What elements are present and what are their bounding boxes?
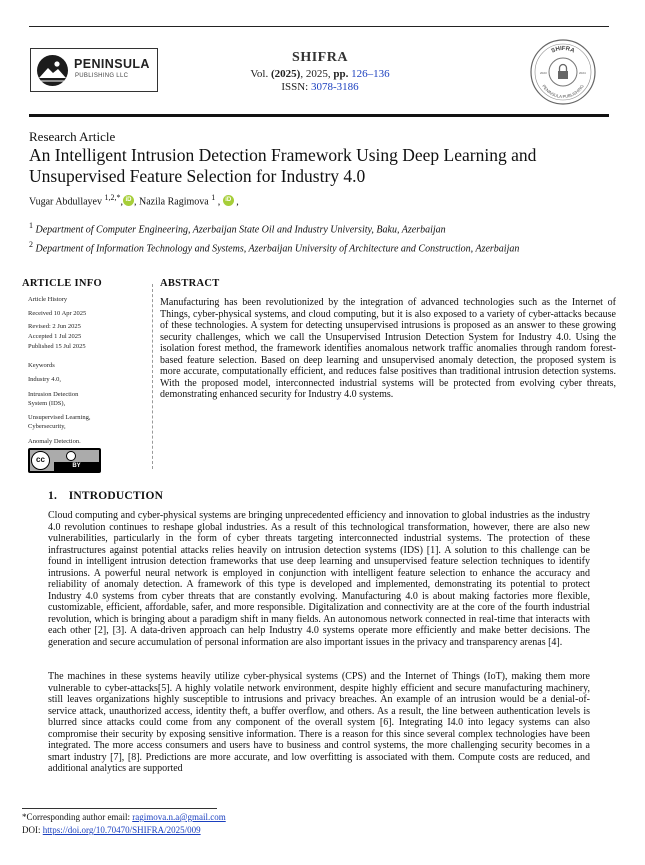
header-rule [29,114,609,117]
journal-name: SHIFRA [292,50,348,65]
section-heading: 1. INTRODUCTION [48,490,164,502]
keyword-item: Anomaly Detection. [28,438,81,445]
publisher-emblem-icon [37,55,68,86]
article-type: Research Article [29,129,116,144]
column-divider [152,284,153,469]
journal-seal [529,38,597,106]
doi-line: DOI: https://doi.org/10.70470/SHIFRA/2025/009 [22,825,201,835]
keyword-item: Unsupervised Learning, Cybersecurity, [28,414,91,430]
accepted-date: Accepted 1 Jul 2025 [28,333,82,340]
publisher-logo [30,48,158,92]
footnote-rule [22,808,217,809]
publisher-name: PENINSULA [74,57,150,71]
svg-text:PENINSULA PUBLISHING: PENINSULA PUBLISHING [541,83,585,100]
svg-text:SHIFRA: SHIFRA [550,45,576,55]
published-date: Published 15 Jul 2025 [28,343,86,350]
affiliation-2: $^2$ Department of Information Technology and Systems, Azerbaijan University of Architecture and Construction, Azerbaijan [29,240,520,255]
by-label: BY [54,462,99,471]
keyword-item: Industry 4.0, [28,376,62,383]
corresponding-author: *Corresponding author email: ragimova.n.a@gmail.com [22,812,226,822]
keywords-label: Keywords [28,362,55,369]
issn-line: ISSN: 3078-3186 [281,81,359,93]
intro-paragraph-2: The machines in these systems heavily utilize cyber-physical systems (CPS) and the Internet of Things (IoT), making them more vulnerable to cyber-attacks[5]. A highly volatile network environment, despite highly efficient and secure manufacturing machinery, still leaves organizations highly susceptible to intrusions and privacy breaches. An example of an intrusion would be a denial-of-service attack, unauthorized access, identity theft, a buffer overflow, and others. As a result, the line between authentication levels is blurred since attacks could come from any component of the overall system [6]. Integrating I4.0 into legacy systems can also compromise their security by exposing sensitive information. There is a reason for this since several complex technologies have been integrated. The more access consumers and users have to business and control systems, the more challenging security becomes in a smart industry [7], [8]. Predictions are more accurate, and low overfitting is associated with them. Compute costs are reduced, and additional analytics are supported [48,671,590,774]
received-date: Received 10 Apr 2025 [28,310,87,317]
history-label: Article History [28,296,68,303]
issn-link[interactable]: 3078-3186 [310,81,359,93]
cc-by-license-badge[interactable] [28,448,101,473]
article-info-heading: ARTICLE INFO [22,278,102,289]
orcid-icon[interactable]: iD [223,195,234,206]
abstract-text: Manufacturing has been revolutionized by the integration of advanced technologies such as the Internet of Things, cyber-physical systems, and cloud computing, but it is also exposed to a variety of cyber-attacks because of these technologies. A system for detecting unsupervised intrusions is proposed as an answer to these growing security challenges, which we call the Unsupervised Intrusion Detection System for Industry 4.0. Using the isolation forest method, the framework identifies anomalous network traffic anomalies through random forest-based feature selection. Based on deep learning and unsupervised anomaly detection, the proposed system is more accurate, computationally efficient, and reduces false positives than traditional intrusion detection systems. With the proposed model, interconnected industrial systems will be protected from evolving cyber threats, demonstrating enhanced security for Industry 4.0 systems. [160,297,616,400]
keyword-item: Intrusion Detection System (IDS), [28,391,79,407]
volume-line: Vol. (2025), 2025, pp. 126–136 [250,68,390,80]
publisher-subtitle: PUBLISHING LLC [75,73,129,79]
top-rule [29,26,609,27]
svg-text:2024: 2024 [579,71,586,75]
svg-text:2023: 2023 [540,71,547,75]
cc-icon: cc [31,451,50,470]
email-link[interactable]: ragimova.n.a@gmail.com [132,812,226,822]
intro-paragraph-1: Cloud computing and cyber-physical systems are bringing unprecedented efficiency and innovation to global industries as the industry 4.0 revolution continues to reshape global industries. As a result of this technological transformation, however, there are also new vulnerabilities, particularly in the form of cyber threats targeting interconnected industrial systems. The protection of these infrastructures against potential attacks relies heavily on intrusion detection systems (IDS) [1]. A solution to this challenge can be found in intelligent intrusion detection frameworks that use deep learning and unsupervised feature selection techniques to identify intrusions. A powerful neural network is employed in conjunction with intelligent feature selection to enhance the accuracy and reliability of anomaly detection. A framework of this type is developed and implemented, demonstrating its potential to protect Industry 4.0 systems from cyber threats that are constantly evolving. Manufacturing 4.0 is about making factories more flexible, customizable, efficient, affordable, safer, and more responsible. Digitalization and connectivity are at the core of the fourth industrial revolution, which is bringing about a paradigm shift in many fields. An autonomous network connected in real-time that interacts with each other [2], [3]. A data-driven approach can help Industry 4.0 systems operate more efficiently and make better decisions. The generation and secure accumulation of personal information are also important issues in the privacy and transparency arenas [4]. [48,510,590,648]
affiliation-1: $^1$ Department of Computer Engineering, Azerbaijan State Oil and Industry University, Baku, Azerbaijan [29,221,446,236]
pages-link[interactable]: 126–136 [351,68,390,80]
author-list: Vugar Abdullayev $^{1,2,*}$, iD , Nazila Ragimova $^1$ , iD , [29,193,239,208]
orcid-icon[interactable]: iD [123,195,134,206]
abstract-heading: ABSTRACT [160,278,220,289]
article-title: An Intelligent Intrusion Detection Framework Using Deep Learning and Unsupervised Feature Selection for Industry 4.0 [29,145,537,186]
revised-date: Revised: 2 Jun 2025 [28,323,81,330]
doi-link[interactable]: https://doi.org/10.70470/SHIFRA/2025/009 [42,825,201,835]
attribution-icon [66,451,76,461]
